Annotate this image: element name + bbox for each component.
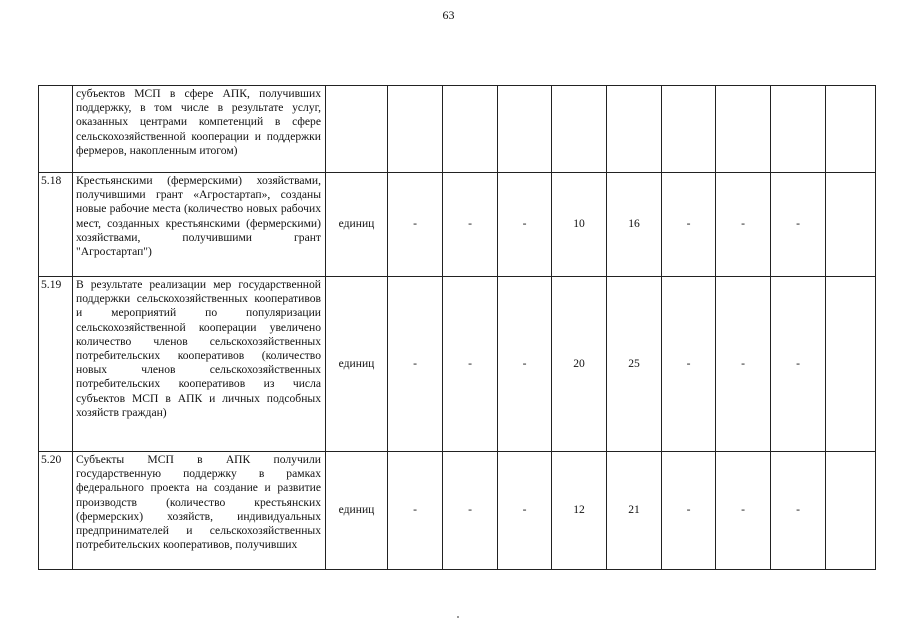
row-value — [716, 86, 771, 173]
row-value: - — [388, 452, 443, 570]
row-empty-cell — [826, 277, 876, 452]
row-description: Субъекты МСП в АПК получили государственную поддержку в рамках федерального проекта на создание и развитие производств (количество крестьянских (фермерских) хозяйств, индивидуальных предпринимателей и сельскохозяйственных потребительских кооперативов, получивших — [73, 452, 326, 570]
table-row — [39, 277, 876, 452]
row-value: 12 — [552, 452, 607, 570]
row-value: - — [388, 173, 443, 277]
row-value: - — [771, 452, 826, 570]
table-row — [39, 173, 876, 277]
row-value — [552, 86, 607, 173]
row-unit: единиц — [326, 452, 388, 570]
row-description: Крестьянскими (фермерскими) хозяйствами, получившими грант «Агростартап», созданы новые рабочие места (количество новых рабочих мест, созданных крестьянскими (фермерскими) хозяйствами, получившими грант "Агростартап") — [73, 173, 326, 277]
row-value — [662, 86, 716, 173]
row-value: - — [662, 277, 716, 452]
row-empty-cell — [826, 173, 876, 277]
page-number: 63 — [442, 8, 455, 22]
row-value: - — [498, 452, 552, 570]
row-value: - — [443, 173, 498, 277]
row-value — [607, 86, 662, 173]
row-value: - — [771, 277, 826, 452]
row-value: 21 — [607, 452, 662, 570]
row-description: В результате реализации мер государственной поддержки сельскохозяйственных кооперативов и мероприятий по популяризации сельскохозяйственной кооперации увеличено количество членов сельскохозяйственных потребительских кооперативов (количество новых членов сельскохозяйственных потребительских кооперативов из числа субъектов МСП в АПК и личных подсобных хозяйств граждан) — [73, 277, 326, 452]
row-value — [443, 86, 498, 173]
row-unit: единиц — [326, 173, 388, 277]
row-unit: единиц — [326, 277, 388, 452]
row-value: 25 — [607, 277, 662, 452]
row-unit — [326, 86, 388, 173]
row-value: - — [771, 173, 826, 277]
row-value: - — [716, 452, 771, 570]
row-value: - — [662, 452, 716, 570]
table-row — [39, 86, 876, 173]
row-value: - — [716, 277, 771, 452]
row-description: субъектов МСП в сфере АПК, получивших поддержку, в том числе в результате услуг, оказанных центрами компетенций в сфере сельскохозяйственной кооперации и поддержки фермеров, накопленным итогом) — [73, 86, 326, 173]
row-value: 10 — [552, 173, 607, 277]
indicators-table — [38, 85, 876, 570]
row-value: 20 — [552, 277, 607, 452]
row-value: - — [388, 277, 443, 452]
row-empty-cell — [826, 86, 876, 173]
row-value: - — [443, 277, 498, 452]
row-number: 5.18 — [39, 173, 73, 277]
row-empty-cell — [826, 452, 876, 570]
row-value: - — [662, 173, 716, 277]
row-value: 16 — [607, 173, 662, 277]
row-value: - — [443, 452, 498, 570]
row-value — [388, 86, 443, 173]
scan-speck — [457, 616, 459, 618]
row-number — [39, 86, 73, 173]
table-row — [39, 452, 876, 570]
row-value: - — [498, 173, 552, 277]
row-value — [498, 86, 552, 173]
row-value: - — [716, 173, 771, 277]
row-value: - — [498, 277, 552, 452]
row-number: 5.19 — [39, 277, 73, 452]
row-value — [771, 86, 826, 173]
row-number: 5.20 — [39, 452, 73, 570]
